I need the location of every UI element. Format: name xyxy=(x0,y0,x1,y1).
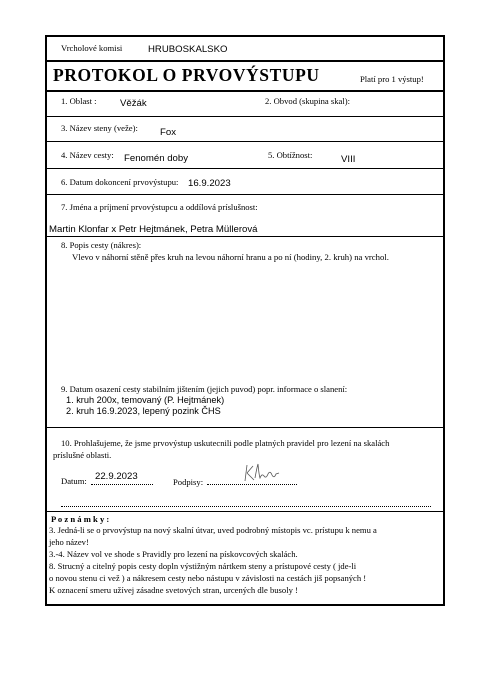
note-line-2: jeho název! xyxy=(49,537,89,547)
divider xyxy=(47,511,443,512)
first-ascent-protocol-form xyxy=(45,35,445,606)
wall-value: Fox xyxy=(160,127,176,138)
protection-line-1: 1. kruh 200x, temovaný (P. Hejtmánek) xyxy=(66,395,225,405)
climbers-value: Martin Klonfar x Petr Hejtmánek, Petra Müllerová xyxy=(49,224,258,235)
route-description-label: 8. Popis cesty (nákres): xyxy=(61,240,142,250)
protection-line-2: 2. kruh 16.9.2023, lepený pozink ČHS xyxy=(66,406,221,416)
valid-note: Platí pro 1 výstup! xyxy=(360,74,424,84)
note-line-4: 8. Strucný a citelný popis cesty dopln výstižným nártkem steny a prístupové cesty ( jde-li xyxy=(49,561,357,571)
note-line-3: 3.-4. Název vol ve shode s Pravidly pro lezení na pískovcových skalách. xyxy=(49,549,298,559)
sign-date-label: Datum: xyxy=(61,476,87,486)
form-title: PROTOKOL O PRVOVÝSTUPU xyxy=(53,65,320,85)
route-value: Fenomén doby xyxy=(124,153,188,164)
completion-date-label: 6. Datum dokoncení prvovýstupu: xyxy=(61,177,179,187)
signature-extra-dotted-line xyxy=(61,506,431,507)
wall-label: 3. Název steny (veže): xyxy=(61,123,138,133)
divider xyxy=(47,194,443,195)
range-commission-label: Vrcholové komisi xyxy=(61,43,123,53)
note-line-1: 3. Jedná-li se o prvovýstup na nový skalní útvar, uved podrobný místopis vc. prístupu k nemu a xyxy=(49,525,377,535)
signature-label: Podpisy: xyxy=(173,477,204,487)
area-value: Věžák xyxy=(120,98,147,109)
divider xyxy=(47,141,443,142)
divider xyxy=(47,236,443,237)
completion-date-value: 16.9.2023 xyxy=(188,178,231,189)
range-commission-value: HRUBOSKALSKO xyxy=(148,44,228,55)
divider xyxy=(47,168,443,169)
area-label: 1. Oblast : xyxy=(61,96,97,106)
declaration-line-2: príslušné oblasti. xyxy=(53,450,112,460)
divider xyxy=(47,116,443,117)
protection-label: 9. Datum osazení cesty stabilním jištením (jejich puvod) popr. informace o slanení: xyxy=(61,384,348,394)
grade-label: 5. Obtížnost: xyxy=(268,150,313,160)
sign-date-value: 22.9.2023 xyxy=(95,471,138,482)
climbers-label: 7. Jména a príjmení prvovýstupcu a oddílová príslušnost: xyxy=(61,202,258,212)
divider xyxy=(47,90,443,92)
note-line-6: K oznacení smeru užívej zásadne svetových stran, urcených dle busoly ! xyxy=(49,585,298,595)
notes-heading: P o z n á m k y : xyxy=(51,514,110,524)
declaration-line-1: 10. Prohlašujeme, že jsme prvovýstup uskutecnili podle platných pravidel pro lezení na skalách xyxy=(61,438,390,448)
note-line-5: o novou stenu ci vež ) a nákresem cesty nebo nástupu v závislosti na cestách jiš popsaných ! xyxy=(49,573,367,583)
route-label: 4. Název cesty: xyxy=(61,150,114,160)
sign-date-dotted-line xyxy=(91,484,153,485)
divider xyxy=(47,60,443,62)
divider xyxy=(47,427,443,428)
grade-value: VIII xyxy=(341,154,356,165)
district-label: 2. Obvod (skupina skal): xyxy=(265,96,350,106)
handwritten-signature xyxy=(241,461,285,485)
route-description-value: Vlevo v náhorní stěně přes kruh na levou náhorní hranu a po ní (hodiny, 2. kruh) na vrchol. xyxy=(72,252,389,262)
